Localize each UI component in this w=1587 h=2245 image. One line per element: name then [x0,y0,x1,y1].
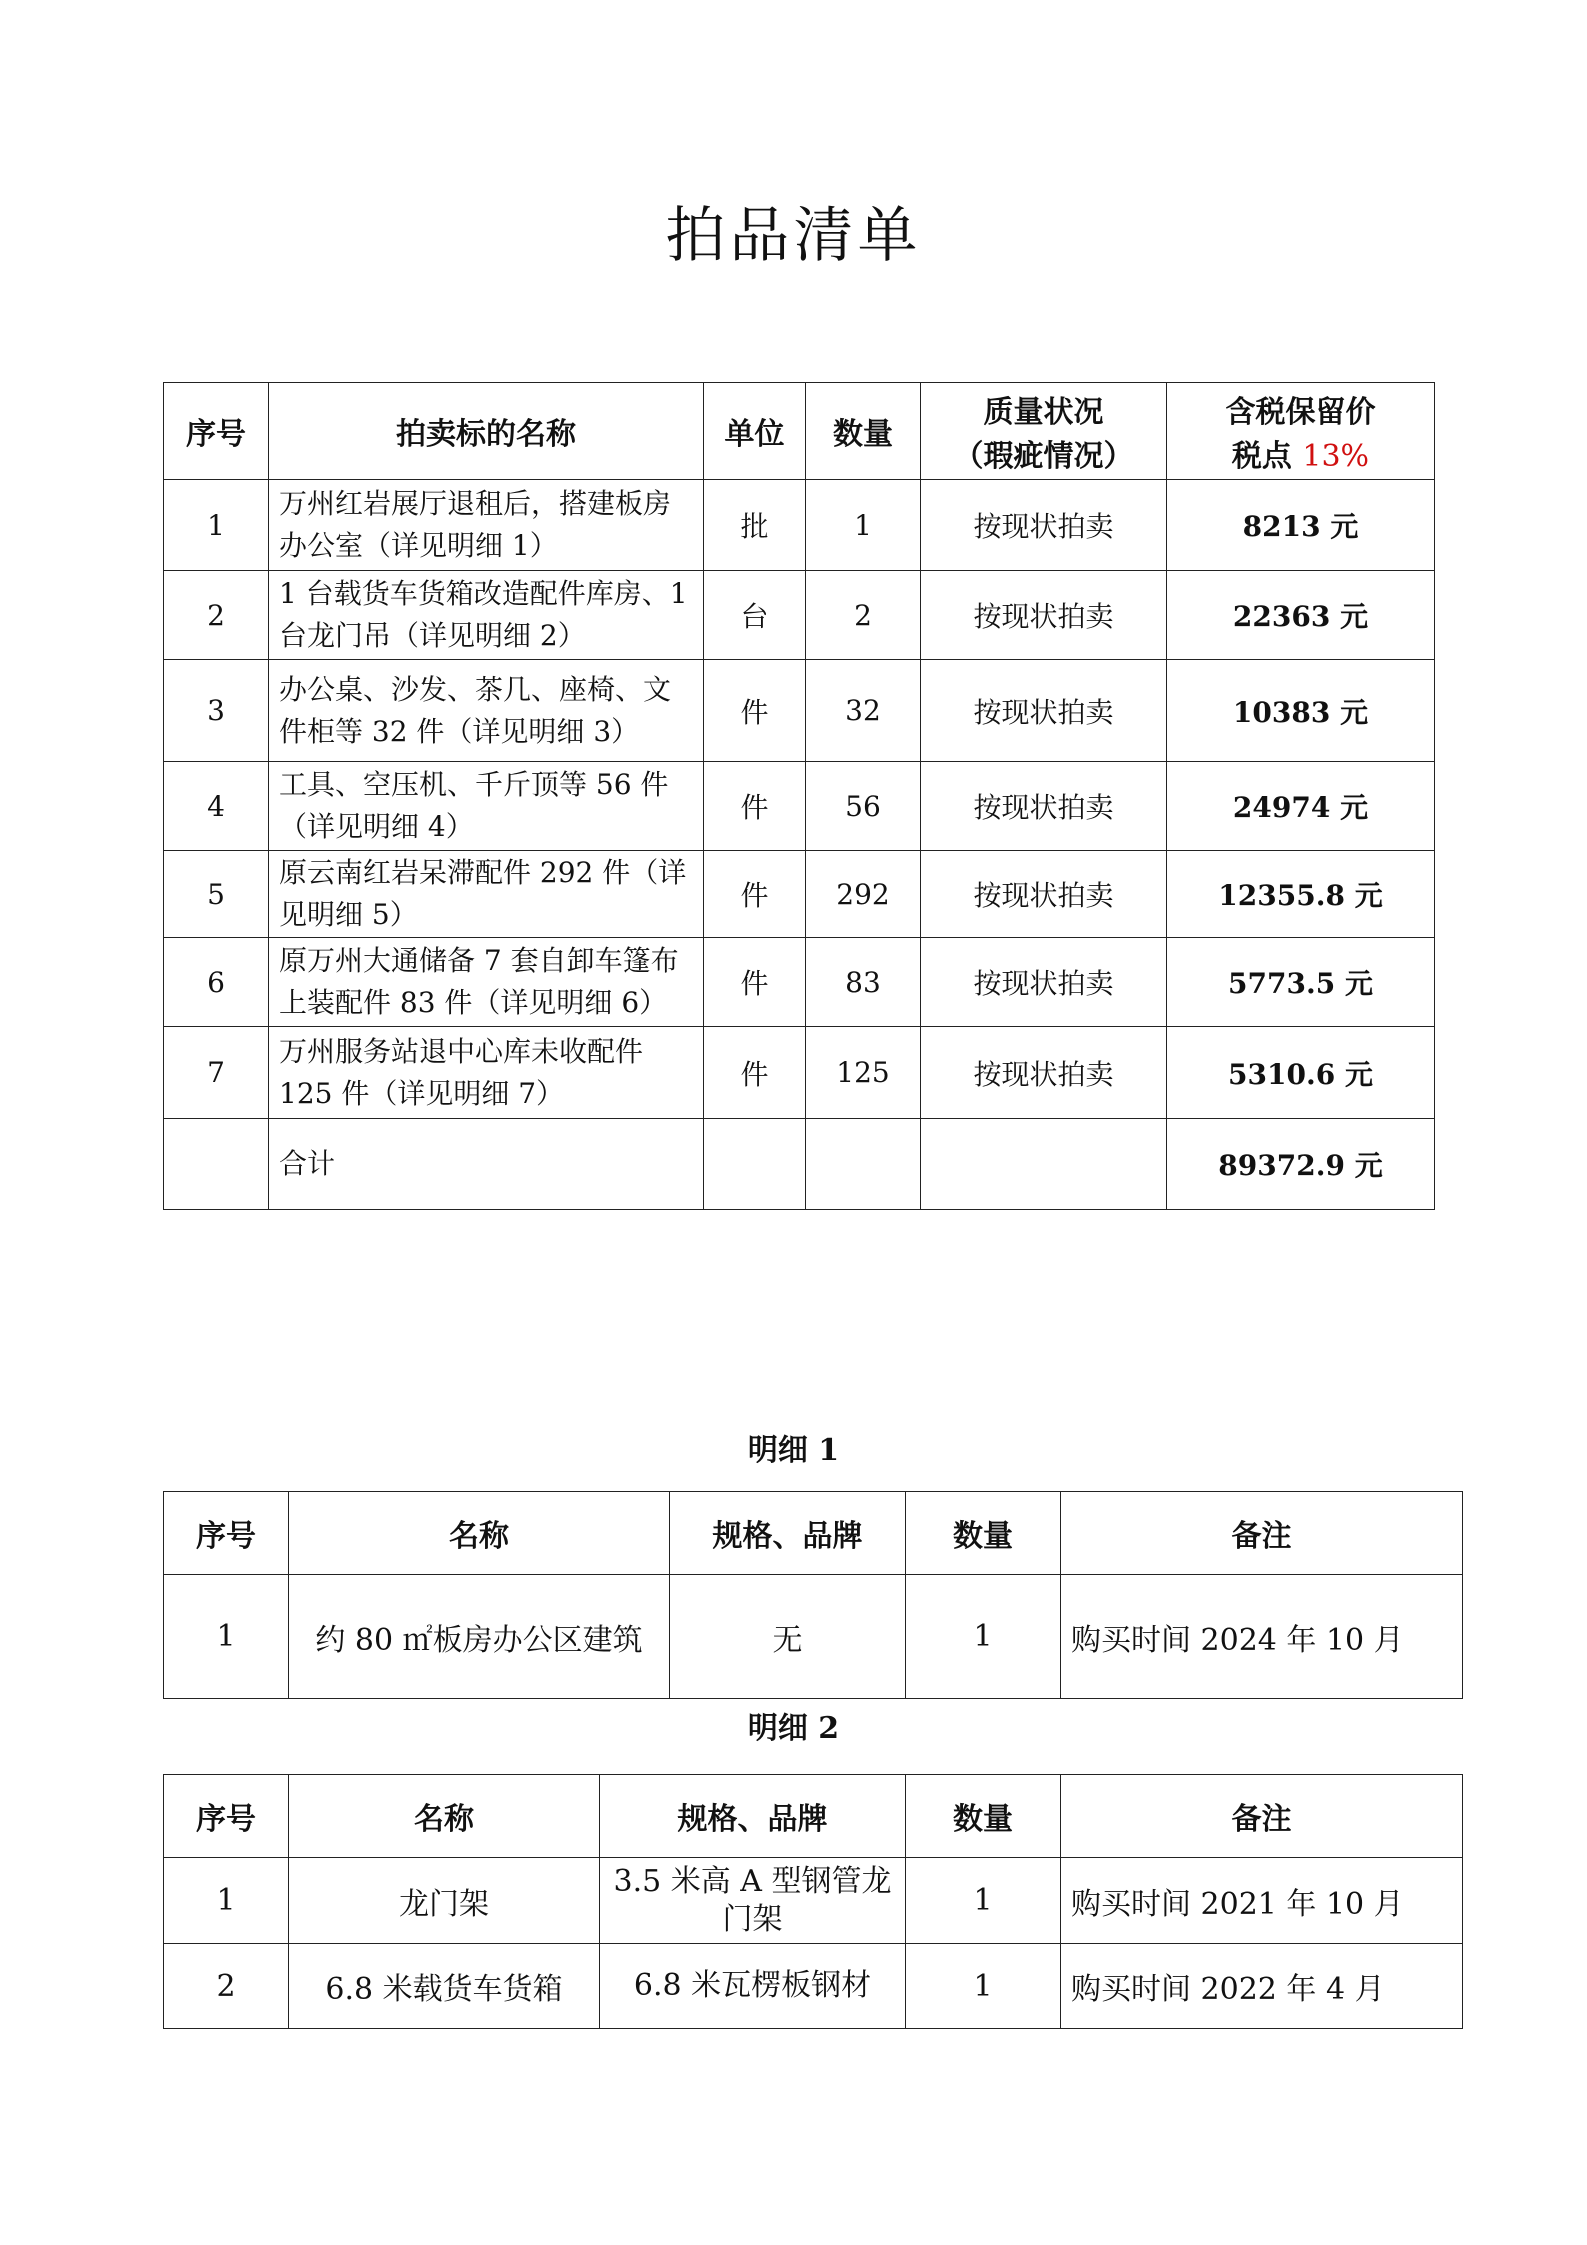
cell-seq: 1 [164,1575,289,1699]
cell-name: 原云南红岩呆滞配件 292 件（详见明细 5） [269,851,704,938]
cell-seq: 2 [164,571,269,660]
cell-name: 约 80 ㎡板房办公区建筑 [289,1575,670,1699]
cell-spec: 6.8 米瓦楞板钢材 [600,1944,906,2029]
cell-unit: 件 [704,1027,806,1119]
table-row [164,1027,1435,1119]
cell-seq [164,1119,269,1210]
cell-unit [704,1119,806,1210]
table-row [164,480,1435,571]
table-row [164,571,1435,660]
cell-quality: 按现状拍卖 [921,938,1167,1027]
table-row [164,1575,1463,1699]
table-header-row [164,1775,1463,1858]
header-price-line1: 含税保留价 [1225,395,1376,430]
total-label: 合计 [269,1119,704,1210]
cell-seq: 6 [164,938,269,1027]
table-row [164,660,1435,762]
cell-qty: 125 [806,1027,921,1119]
cell-qty: 1 [906,1858,1061,1944]
cell-price: 12355.8 元 [1167,851,1435,938]
header-note: 备注 [1061,1492,1463,1575]
header-unit: 单位 [704,383,806,480]
cell-name: 1 台载货车货箱改造配件库房、1 台龙门吊（详见明细 2） [269,571,704,660]
header-spec: 规格、品牌 [670,1492,906,1575]
table-row [164,851,1435,938]
cell-unit: 台 [704,571,806,660]
cell-note: 购买时间 2021 年 10 月 [1061,1858,1463,1944]
cell-qty: 292 [806,851,921,938]
tax-label: 税点 [1231,439,1292,474]
cell-qty: 1 [906,1944,1061,2029]
cell-note: 购买时间 2024 年 10 月 [1061,1575,1463,1699]
cell-name: 龙门架 [289,1858,600,1944]
header-seq: 序号 [164,1775,289,1858]
header-quality-line2: （瑕疵情况） [953,439,1134,474]
cell-unit: 件 [704,851,806,938]
cell-price: 10383 元 [1167,660,1435,762]
header-quality [921,383,1167,480]
cell-quality [921,1119,1167,1210]
detail2-title: 明细 2 [747,1711,840,1746]
cell-qty: 32 [806,660,921,762]
header-spec: 规格、品牌 [600,1775,906,1858]
cell-spec: 3.5 米高 A 型钢管龙门架 [600,1858,906,1944]
cell-unit: 批 [704,480,806,571]
header-name: 名称 [289,1492,670,1575]
cell-qty: 2 [806,571,921,660]
cell-spec: 无 [670,1575,906,1699]
cell-seq: 4 [164,762,269,851]
cell-qty: 1 [806,480,921,571]
cell-name: 6.8 米载货车货箱 [289,1944,600,2029]
header-quality-line1: 质量状况 [983,395,1104,430]
cell-price: 24974 元 [1167,762,1435,851]
detail1-title: 明细 1 [747,1433,840,1468]
cell-seq: 1 [164,1858,289,1944]
cell-price: 5773.5 元 [1167,938,1435,1027]
auction-items-table [163,382,1435,1210]
cell-name: 万州红岩展厅退租后，搭建板房办公室（详见明细 1） [269,480,704,571]
cell-qty: 83 [806,938,921,1027]
cell-seq: 2 [164,1944,289,2029]
table-row [164,762,1435,851]
total-price: 89372.9 元 [1167,1119,1435,1210]
header-qty: 数量 [906,1492,1061,1575]
cell-price: 8213 元 [1167,480,1435,571]
cell-unit: 件 [704,938,806,1027]
header-qty: 数量 [906,1775,1061,1858]
header-name: 拍卖标的名称 [269,383,704,480]
cell-quality: 按现状拍卖 [921,660,1167,762]
cell-qty: 56 [806,762,921,851]
cell-name: 万州服务站退中心库未收配件125 件（详见明细 7） [269,1027,704,1119]
cell-unit: 件 [704,660,806,762]
cell-name: 工具、空压机、千斤顶等 56 件（详见明细 4） [269,762,704,851]
table-row [164,1944,1463,2029]
header-price [1167,383,1435,480]
cell-seq: 5 [164,851,269,938]
tax-rate: 13% [1302,439,1370,474]
cell-unit: 件 [704,762,806,851]
cell-quality: 按现状拍卖 [921,851,1167,938]
detail1-table [163,1491,1463,1699]
cell-name: 原万州大通储备 7 套自卸车篷布上装配件 83 件（详见明细 6） [269,938,704,1027]
cell-name: 办公桌、沙发、茶几、座椅、文件柜等 32 件（详见明细 3） [269,660,704,762]
cell-qty: 1 [906,1575,1061,1699]
header-name: 名称 [289,1775,600,1858]
table-header-row [164,383,1435,480]
cell-seq: 3 [164,660,269,762]
header-qty: 数量 [806,383,921,480]
cell-price: 5310.6 元 [1167,1027,1435,1119]
cell-quality: 按现状拍卖 [921,480,1167,571]
cell-qty [806,1119,921,1210]
table-row [164,1858,1463,1944]
table-row [164,938,1435,1027]
cell-seq: 1 [164,480,269,571]
total-row [164,1119,1435,1210]
cell-quality: 按现状拍卖 [921,571,1167,660]
header-seq: 序号 [164,383,269,480]
header-note: 备注 [1061,1775,1463,1858]
cell-quality: 按现状拍卖 [921,762,1167,851]
cell-seq: 7 [164,1027,269,1119]
cell-note: 购买时间 2022 年 4 月 [1061,1944,1463,2029]
header-price-line2 [1177,431,1424,475]
table-header-row [164,1492,1463,1575]
page-title: 拍品清单 [665,201,922,271]
cell-quality: 按现状拍卖 [921,1027,1167,1119]
detail2-table [163,1774,1463,2029]
header-seq: 序号 [164,1492,289,1575]
cell-price: 22363 元 [1167,571,1435,660]
